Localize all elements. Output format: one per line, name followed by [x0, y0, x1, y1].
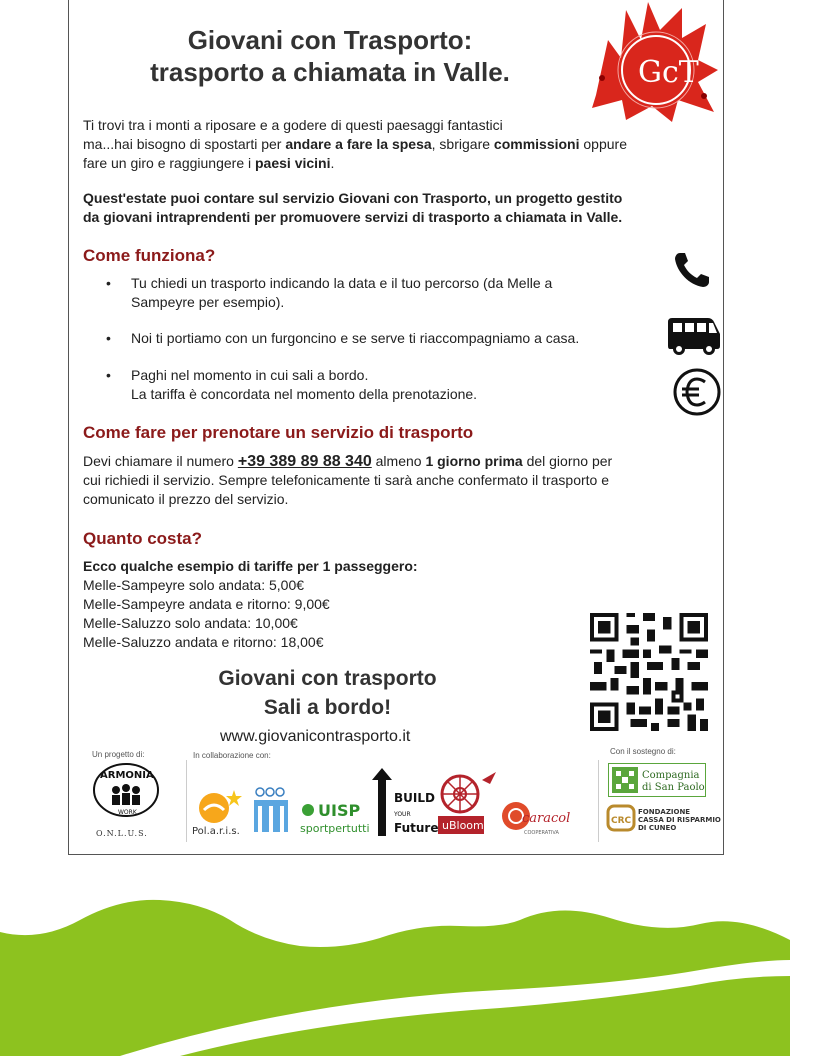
compagnia-logo	[608, 763, 706, 797]
title-line-1: Giovani con Trasporto:	[187, 25, 473, 55]
phone-number-link[interactable]: +39 389 89 88 340	[237, 453, 372, 470]
fondazione-line-1: FONDAZIONE	[638, 808, 691, 816]
gct-logo-text: GcT	[638, 55, 699, 90]
project-label: Un progetto di:	[92, 750, 145, 759]
fare-item: Melle-Saluzzo andata e ritorno: 18,00€	[83, 634, 324, 650]
booking-line-2: cui richiedi il servizio. Sempre telefonicamente ti sarà anche confermato il trasporto e	[83, 472, 610, 488]
fondazione-line-3: DI CUNEO	[638, 824, 677, 832]
caracol-name: caracol	[522, 811, 571, 826]
collab-label: In collaborazione con:	[193, 751, 271, 760]
booking-text: Devi chiamare il numero	[83, 453, 238, 469]
slogan-line-1: Giovani con trasporto	[218, 667, 437, 690]
footer-divider	[186, 760, 187, 842]
how-heading: Come funziona?	[83, 246, 216, 265]
booking-text: almeno	[371, 453, 426, 469]
fare-item: Melle-Saluzzo solo andata: 10,00€	[83, 615, 298, 631]
support-label: Con il sostegno di:	[610, 747, 676, 756]
how-bullet-3	[131, 366, 651, 404]
uisp-name: UISP	[318, 801, 361, 820]
phone-icon	[672, 250, 712, 290]
booking-heading: Come fare per prenotare un servizio di trasporto	[83, 423, 474, 442]
fondazione-mark: CRC	[611, 816, 632, 826]
van-icon	[666, 316, 722, 356]
intro-paragraph	[83, 116, 627, 173]
euro-icon	[672, 367, 722, 417]
ubloom-name: uBloom	[442, 819, 484, 832]
how-bullet-3-line-2: La tariffa è concordata nel momento della prenotazione.	[131, 386, 478, 402]
cost-intro: Ecco qualche esempio di tariffe per 1 passeggero:	[83, 558, 418, 574]
compagnia-line-1: Compagnia	[642, 770, 700, 781]
qr-code[interactable]	[590, 613, 708, 731]
polaris-name: Pol.a.r.i.s.	[192, 826, 240, 837]
summer-line-1: Quest'estate puoi contare sul servizio Giovani con Trasporto, un progetto gestito	[83, 190, 623, 206]
how-bullet-1-line-1: Tu chiedi un trasporto indicando la data e il tuo percorso (da Melle a	[131, 275, 553, 291]
build-text-3: Future	[394, 821, 439, 835]
intro-text: oppure	[579, 136, 627, 152]
title-line-2: trasporto a chiamata in Valle.	[150, 57, 510, 87]
intro-text: fare un giro e raggiungere i	[83, 155, 255, 171]
how-bullet-1	[131, 274, 651, 312]
summer-line-2: da giovani intraprendenti per promuovere servizi di trasporto a chiamata in Valle.	[83, 209, 623, 225]
slogan-line-2: Sali a bordo!	[263, 696, 392, 719]
cost-block	[83, 557, 418, 652]
page-title	[80, 24, 580, 88]
caracol-sub: COOPERATIVA	[524, 830, 559, 836]
how-bullet-2	[131, 329, 651, 348]
cost-heading: Quanto costa?	[83, 529, 203, 548]
fare-item: Melle-Sampeyre andata e ritorno: 9,00€	[83, 596, 330, 612]
how-bullet-3-line-1: Paghi nel momento in cui sali a bordo.	[131, 367, 369, 383]
fare-item: Melle-Sampeyre solo andata: 5,00€	[83, 577, 305, 593]
ubloom-logo	[436, 770, 500, 836]
intro-bold-errands: commissioni	[493, 136, 580, 152]
bullet-marker: •	[106, 275, 111, 291]
uisp-logo	[298, 798, 370, 838]
build-future-logo	[372, 768, 439, 838]
gct-logo	[586, 0, 720, 124]
intro-bold-villages: paesi vicini	[255, 155, 331, 171]
intro-text: .	[330, 155, 335, 171]
booking-bold-day: 1 giorno prima	[425, 453, 523, 469]
intro-line-2	[83, 135, 627, 154]
slogan	[190, 664, 465, 722]
compagnia-line-2: di San Paolo	[642, 782, 705, 793]
booking-line-1	[83, 452, 612, 471]
how-bullet-2-line-1: Noi ti portiamo con un furgoncino e se serve ti riaccompagniamo a casa.	[131, 330, 580, 346]
intro-text: , sbrigare	[431, 136, 494, 152]
armonia-name: ARMONIA	[100, 770, 154, 781]
intro-bold-shopping: andare a fare la spesa	[285, 136, 432, 152]
booking-paragraph	[83, 452, 612, 509]
students-logo	[250, 786, 292, 834]
armonia-logo	[88, 760, 164, 842]
build-text-1: BUILD	[394, 791, 435, 805]
fondazione-line-2: CASSA DI RISPARMIO	[638, 816, 721, 824]
bullet-marker: •	[106, 367, 111, 383]
build-text-2: YOUR	[394, 811, 411, 818]
uisp-sub: sportpertutti	[300, 822, 370, 835]
booking-text: del giorno per	[522, 453, 613, 469]
bullet-marker: •	[106, 330, 111, 346]
intro-line-3	[83, 154, 627, 173]
intro-text: ma...hai bisogno di spostarti per	[83, 136, 286, 152]
fondazione-crc-logo	[608, 804, 721, 834]
summer-paragraph	[83, 189, 622, 227]
website-link[interactable]: www.giovanicontrasporto.it	[220, 728, 411, 745]
footer-divider	[598, 760, 599, 842]
onlus-label: O.N.L.U.S.	[96, 829, 148, 838]
how-bullet-1-line-2: Sampeyre per esempio).	[131, 294, 285, 310]
intro-line-1: Ti trovi tra i monti a riposare e a godere di questi paesaggi fantastici	[83, 117, 503, 133]
caracol-logo	[500, 798, 571, 838]
green-hills-decoration	[0, 880, 816, 1056]
armonia-sub: WORK	[118, 809, 137, 816]
booking-line-3: comunicato il prezzo del servizio.	[83, 491, 289, 507]
polaris-logo	[190, 786, 246, 838]
